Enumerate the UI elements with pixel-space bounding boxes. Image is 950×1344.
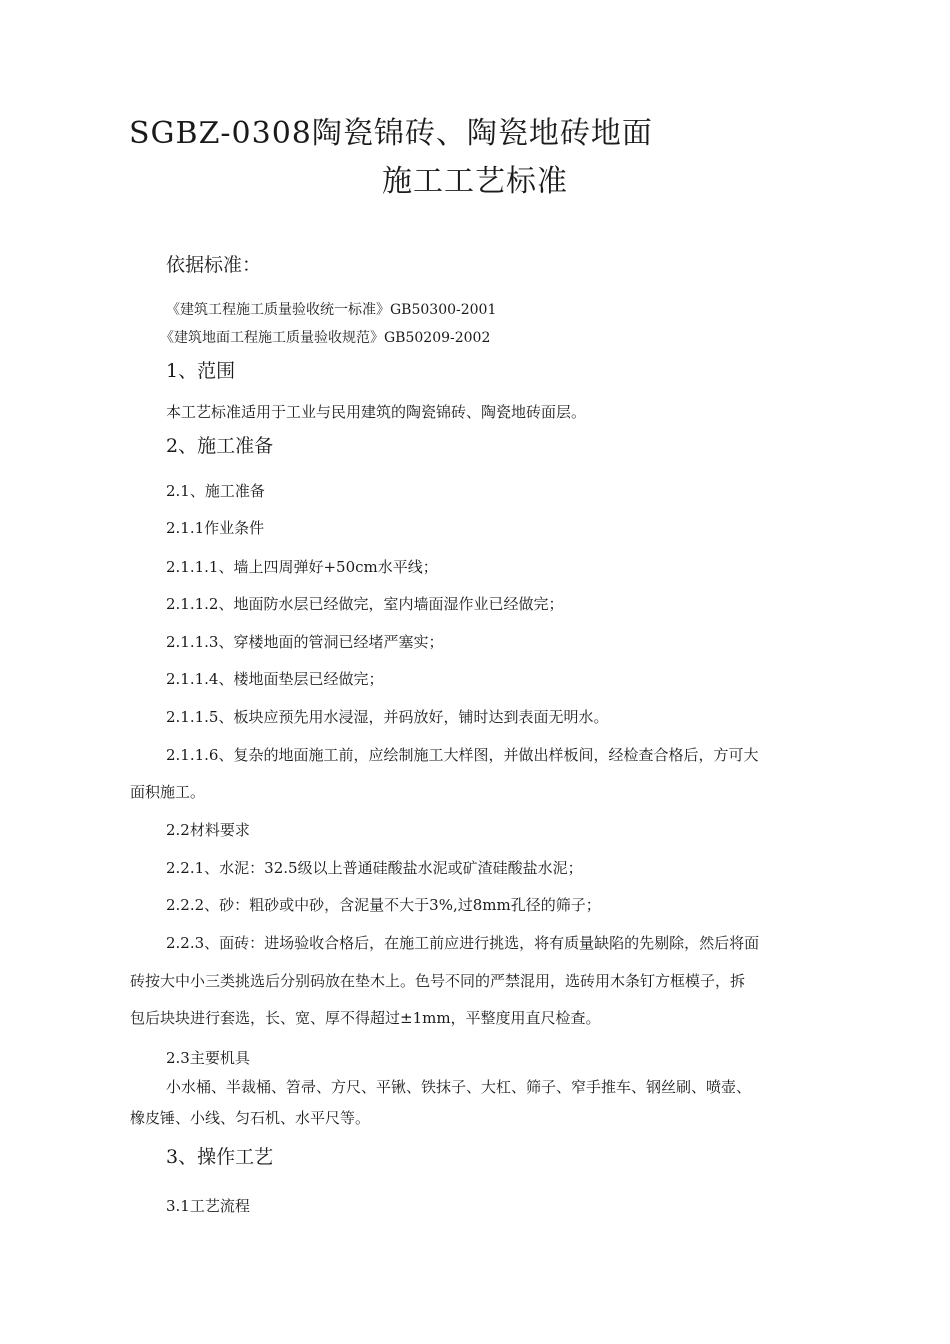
- tools-line-1: 小水桶、半裁桶、笤帚、方尺、平锹、铁抹子、大杠、筛子、窄手推车、钢丝刷、喷壶、: [166, 1078, 752, 1096]
- condition-item-4: 2.1.1.4、楼地面垫层已经做完；: [166, 670, 384, 688]
- condition-item-6-line-2: 面积施工。: [130, 783, 206, 801]
- condition-item-5: 2.1.1.5、板块应预先用水浸湿，并码放好，铺时达到表面无明水。: [166, 708, 609, 726]
- section-2-heading: 2、施工准备: [166, 435, 274, 457]
- subsection-2-3: 2.3主要机具: [166, 1049, 250, 1067]
- material-item-3-line-1: 2.2.3、面砖：进场验收合格后，在施工前应进行挑选，将有质量缺陷的先剔除，然后将面: [166, 934, 760, 952]
- material-item-3-line-3: 包后块块进行套选，长、宽、厚不得超过±1mm，平整度用直尺检查。: [130, 1009, 601, 1027]
- material-item-1: 2.2.1、水泥：32.5级以上普通硅酸盐水泥或矿渣硅酸盐水泥；: [166, 859, 583, 877]
- condition-item-1: 2.1.1.1、墙上四周弹好+50cm水平线；: [166, 558, 438, 576]
- section-1-heading: 1、范围: [166, 360, 236, 382]
- condition-item-3: 2.1.1.3、穿楼地面的管洞已经堵严塞实；: [166, 633, 444, 651]
- subsection-3-1: 3.1工艺流程: [166, 1197, 250, 1215]
- title-line-2: 施工工艺标准: [382, 164, 568, 199]
- tools-line-2: 橡皮锤、小线、匀石机、水平尺等。: [130, 1109, 371, 1127]
- section-3-heading: 3、操作工艺: [166, 1146, 274, 1168]
- material-item-2: 2.2.2、砂：粗砂或中砂，含泥量不大于3%,过8mm孔径的筛子；: [166, 896, 601, 914]
- section-1-text: 本工艺标准适用于工业与民用建筑的陶瓷锦砖、陶瓷地砖面层。: [166, 403, 587, 421]
- material-item-3-line-2: 砖按大中小三类挑选后分别码放在垫木上。色号不同的严禁混用，选砖用木条钉方框模子，拆: [130, 972, 746, 990]
- condition-item-2: 2.1.1.2、地面防水层已经做完，室内墙面湿作业已经做完；: [166, 595, 564, 613]
- basis-ref-1: 《建筑工程施工质量验收统一标准》GB50300-2001: [166, 302, 497, 318]
- subsection-2-1-1: 2.1.1作业条件: [166, 519, 265, 537]
- basis-ref-2: 《建筑地面工程施工质量验收规范》GB50209-2002: [160, 330, 491, 346]
- subsection-2-2: 2.2材料要求: [166, 821, 250, 839]
- subsection-2-1: 2.1、施工准备: [166, 482, 265, 500]
- condition-item-6-line-1: 2.1.1.6、复杂的地面施工前，应绘制施工大样图，并做出样板间，经检查合格后，方可大: [166, 746, 759, 764]
- basis-heading: 依据标准：: [166, 254, 262, 276]
- title-line-1: SGBZ-0308陶瓷锦砖、陶瓷地砖地面: [129, 116, 653, 151]
